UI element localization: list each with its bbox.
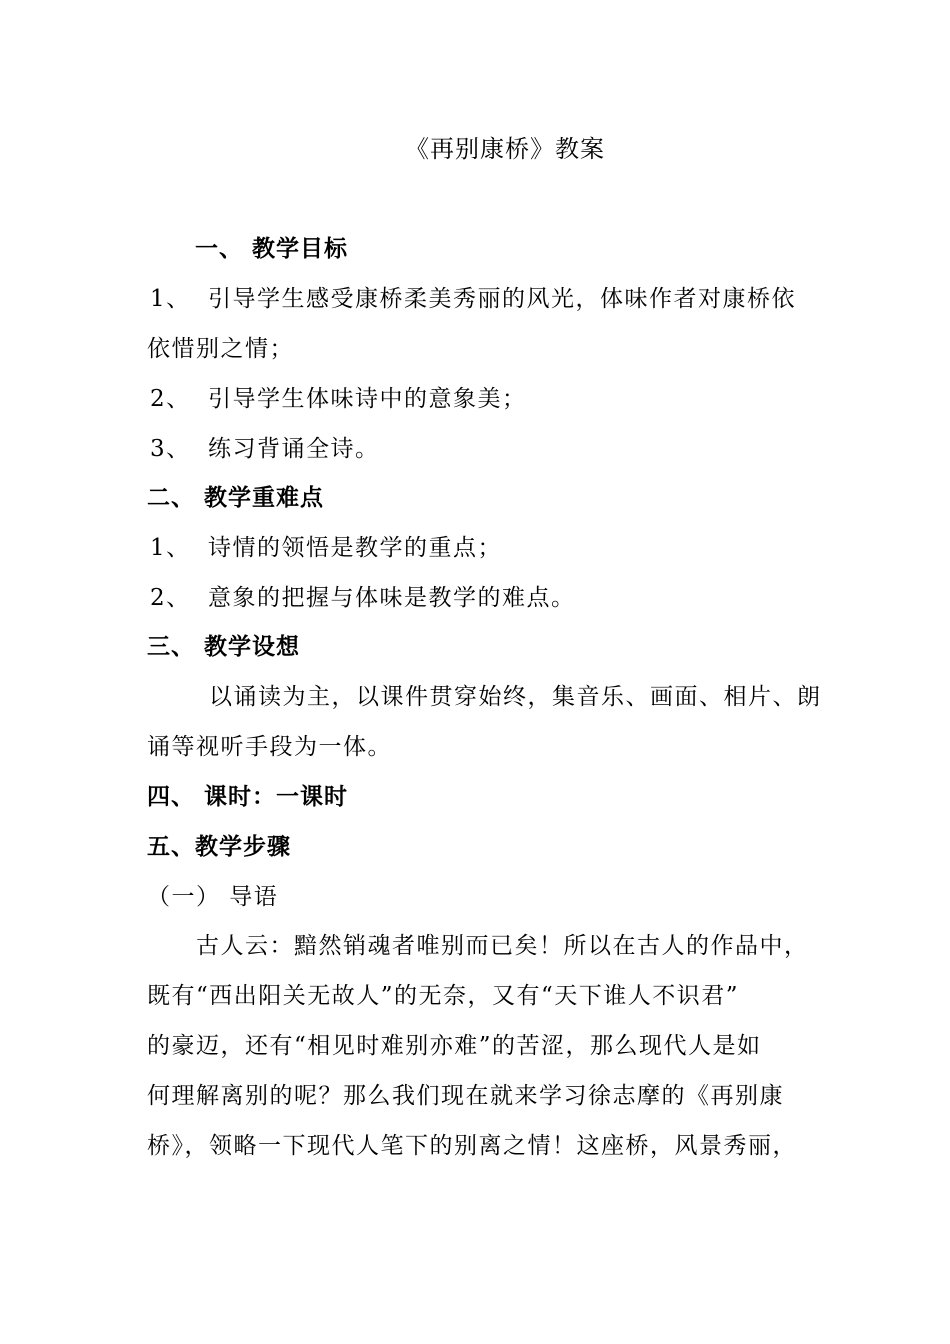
list-item-text: 诗情的领悟是教学的重点； bbox=[208, 535, 502, 561]
list-item bbox=[150, 583, 576, 613]
list-item bbox=[150, 284, 796, 314]
list-item-text: 意象的把握与体味是教学的难点。 bbox=[208, 585, 576, 611]
list-item bbox=[150, 434, 380, 464]
section-heading-teaching-design: 三、 教学设想 bbox=[147, 634, 301, 660]
list-item bbox=[150, 533, 502, 563]
list-item-number: 2、 bbox=[150, 386, 191, 412]
section-heading-objectives: 一、 教学目标 bbox=[195, 236, 349, 262]
list-item-number: 2、 bbox=[150, 585, 191, 611]
paragraph-line: 古人云：黯然销魂者唯别而已矣！所以在古人的作品中， bbox=[196, 933, 809, 959]
list-item-text: 引导学生体味诗中的意象美； bbox=[208, 386, 527, 412]
document-title: 《再别康桥》教案 bbox=[405, 135, 605, 163]
paragraph-line: 何理解离别的呢？那么我们现在就来学习徐志摩的《再别康 bbox=[147, 1083, 784, 1109]
paragraph-line: 既有“西出阳关无故人”的无奈，又有“天下谁人不识君” bbox=[147, 983, 740, 1009]
list-item-number: 3、 bbox=[150, 436, 191, 462]
list-item-text: 引导学生感受康桥柔美秀丽的风光，体味作者对康桥依 bbox=[208, 286, 796, 312]
paragraph-line: 桥》，领略一下现代人笔下的别离之情！这座桥，风景秀丽， bbox=[147, 1133, 797, 1159]
list-item bbox=[150, 384, 527, 414]
subsection-heading-intro: （一） 导语 bbox=[147, 884, 279, 910]
paragraph-line: 诵等视听手段为一体。 bbox=[147, 734, 392, 760]
list-item-number: 1、 bbox=[150, 286, 191, 312]
list-item-continuation: 依惜别之情； bbox=[147, 336, 294, 362]
list-item-text: 练习背诵全诗。 bbox=[208, 436, 380, 462]
paragraph-line: 的豪迈，还有“相见时难别亦难”的苦涩，那么现代人是如 bbox=[147, 1033, 762, 1059]
paragraph-line: 以诵读为主，以课件贯穿始终，集音乐、画面、相片、朗 bbox=[209, 684, 822, 710]
section-heading-class-hours: 四、 课时：一课时 bbox=[147, 784, 349, 810]
section-heading-teaching-steps: 五、教学步骤 bbox=[147, 834, 291, 860]
section-heading-key-points: 二、 教学重难点 bbox=[147, 485, 325, 511]
list-item-number: 1、 bbox=[150, 535, 191, 561]
